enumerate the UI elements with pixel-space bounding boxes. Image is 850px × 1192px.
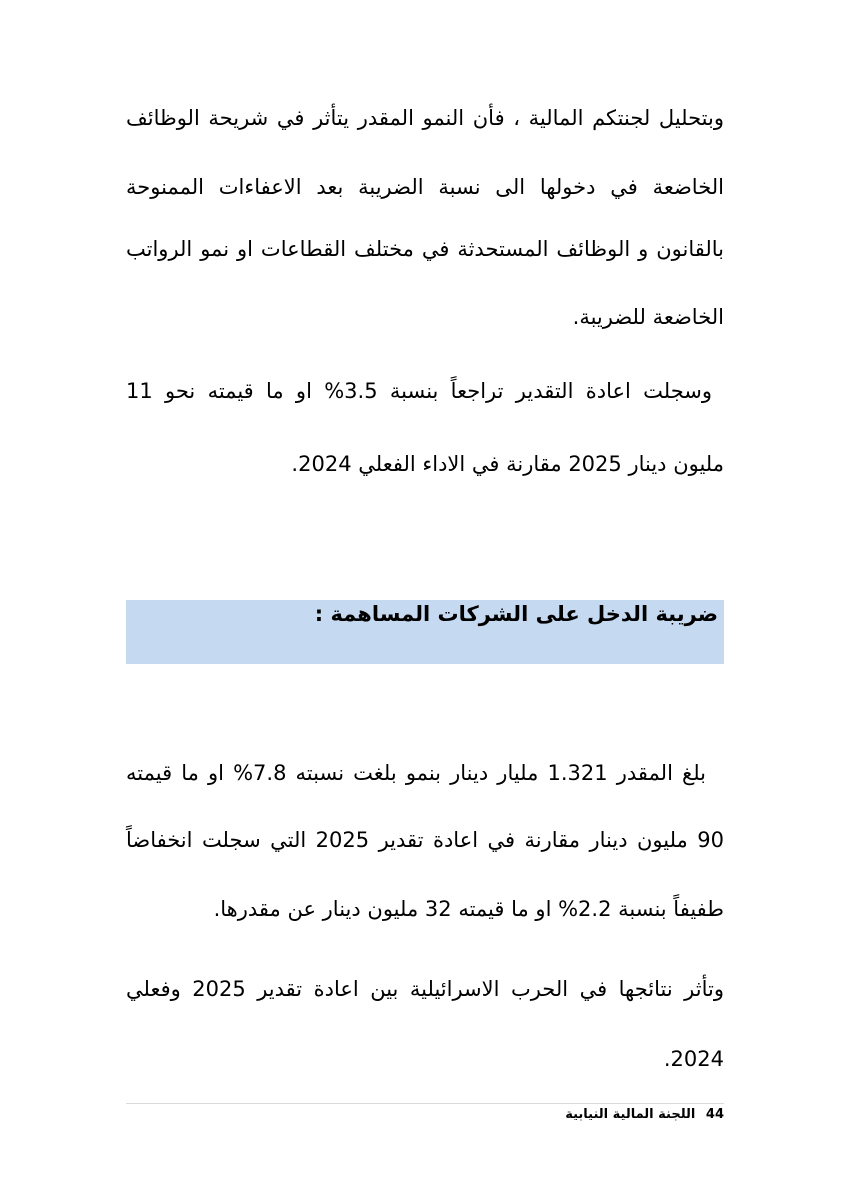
page-footer: [565, 1106, 724, 1124]
section-heading: ضريبة الدخل على الشركات المساهمة :: [314, 602, 718, 626]
body-line-5: 2024.: [663, 1047, 724, 1071]
body-line-1: بلغ المقدر 1.321 مليار دينار بنمو بلغت نسبته 7.8% او ما قيمته: [126, 761, 706, 785]
footer-label: اللجنة المالية النيابية: [565, 1107, 696, 1122]
intro-line-5: وسجلت اعادة التقدير تراجعاً بنسبة 3.5% او ما قيمته نحو 11: [126, 379, 712, 403]
intro-line-6: مليون دينار 2025 مقارنة في الاداء الفعلي 2024.: [291, 452, 724, 476]
body-line-4: وتأثر نتائجها في الحرب الاسرائيلية بين اعادة تقدير 2025 وفعلي: [126, 977, 724, 1001]
intro-line-1: وبتحليل لجنتكم المالية ، فأن النمو المقدر يتأثر في شريحة الوظائف: [126, 106, 724, 130]
intro-line-2: الخاضعة في دخولها الى نسبة الضريبة بعد الاعفاءات الممنوحة: [126, 175, 724, 199]
intro-line-3: بالقانون و الوظائف المستحدثة في مختلف القطاعات او نمو الرواتب: [126, 237, 724, 261]
intro-line-4: الخاضعة للضريبة.: [572, 305, 724, 329]
body-line-3: طفيفاً بنسبة 2.2% او ما قيمته 32 مليون دينار عن مقدرها.: [213, 897, 724, 921]
page-number: 44: [705, 1107, 724, 1122]
footer-divider: [126, 1103, 724, 1104]
section-heading-box: [126, 600, 724, 664]
body-line-2: 90 مليون دينار مقارنة في اعادة تقدير 2025 التي سجلت انخفاضاً: [126, 828, 724, 852]
